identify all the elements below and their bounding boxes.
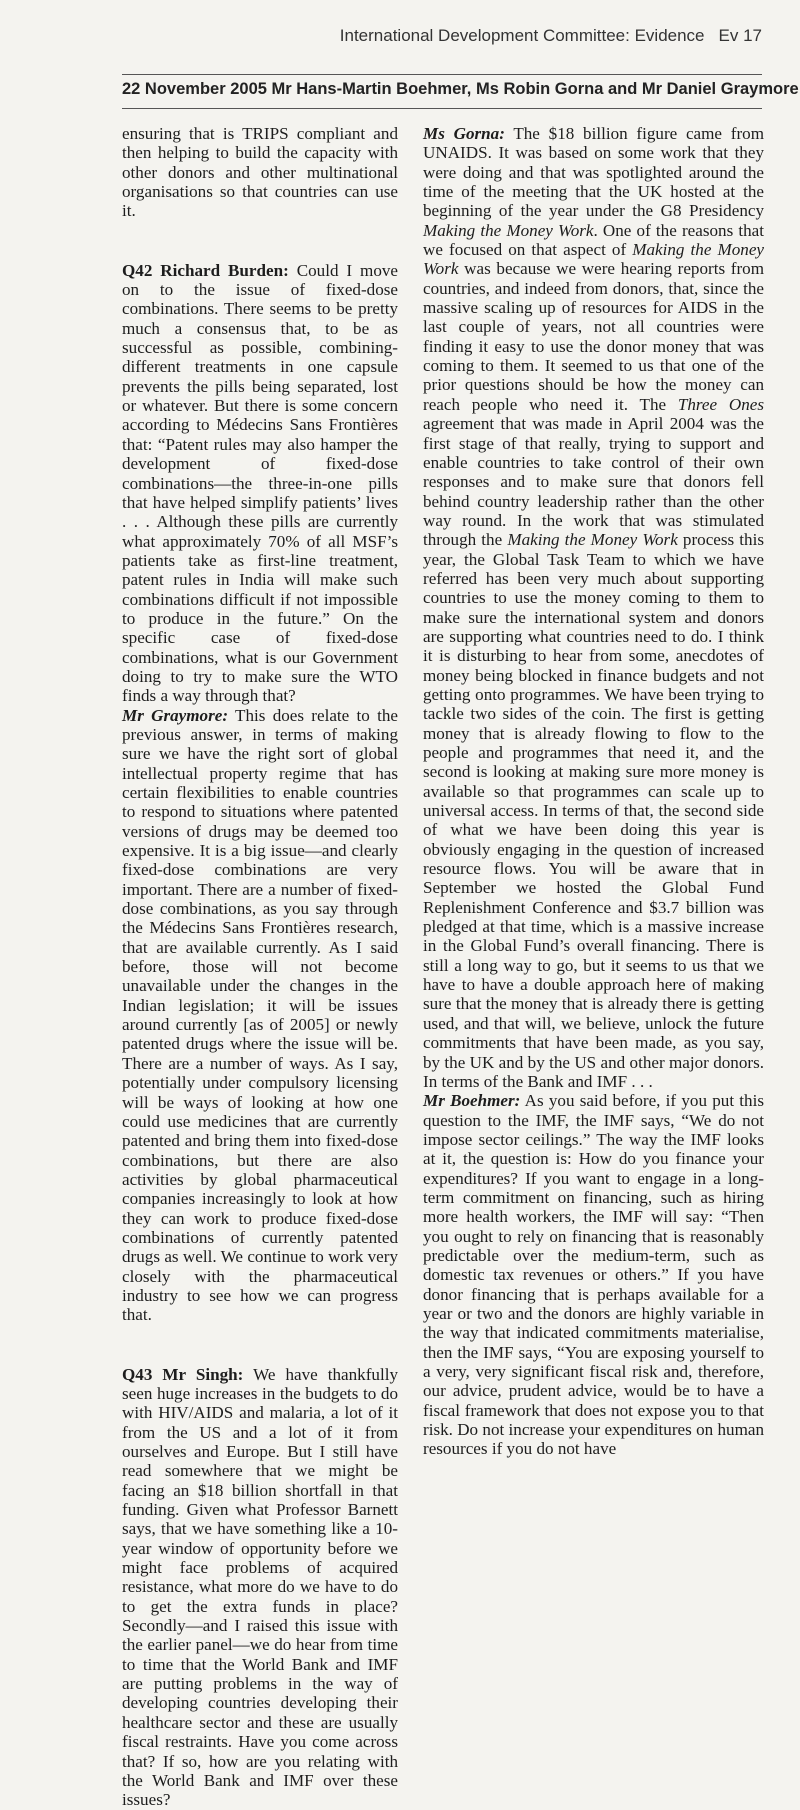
speaker-label: Ms Gorna: — [423, 124, 505, 143]
right-column — [423, 124, 764, 1459]
answer-boehmer — [423, 1091, 764, 1459]
speaker-label: Q42 Richard Burden: — [122, 260, 289, 280]
agreement-title: Three Ones — [677, 394, 764, 414]
report-title: Making the Money Work — [507, 530, 678, 550]
report-title: Making the Money Work — [423, 240, 764, 279]
answer-gorna — [423, 124, 764, 1091]
speaker-label: Mr Boehmer: — [423, 1091, 521, 1111]
question-43 — [122, 1365, 398, 1810]
answer-text: . One of the reasons that we focused on that aspect of — [423, 220, 764, 260]
answer-text: was because we were hearing reports from countries, and indeed from donors, that, since the massive scaling up of resources for AIDS in the last couple of years, not all countries were finding it easy to use the donor money that was coming to them. It seemed to us that one of the prior questions should be how the money can reach people who need it. The — [423, 259, 764, 414]
answer-text: process this year, the Global Task Team to which we have referred has been very much about supporting countries to use the money coming to them to make sure the international system and donors are supporting what countries need to do. I think it is disturbing to hear from some, anecdotes of money being blocked in finance budgets and not getting onto programmes. We have been trying to tackle two sides of the coin. The first is getting money that is already flowing to flow to the people and programmes that need it, and the second is looking at making sure more money is available so that programmes can scale up to universal access. In terms of that, the second side of what we have been doing this year is obviously engaging in the question of increased resource flows. You will be aware that in September we hosted the Global Fund Replenishment Conference and $3.7 billion was pledged at that time, which is a massive increase in the Global Fund’s overall financing. There is still a long way to go, but it seems to us that we have to have a double approach here of making sure that the money that is already there is getting used, and that will, we believe, unlock the future commitments that have been made, as you say, by the UK and by the US and other major donors. In terms of the Bank and IMF . . . — [423, 530, 764, 1091]
answer-text: As you said before, if you put this question to the IMF, the IMF says, “We do not impose sector ceilings.” The way the IMF looks at it, the question is: How do you finance your expenditures? If you want to engage in a long-term commitment on financing, such as hiring more health workers, the IMF will say: “Then you ought to rely on financing that is reasonably predictable over the medium-term, such as domestic tax revenues or others.” If you have donor financing that is perhaps available for a year or two and the donors are highly variable in the way that indicated commitments materialise, then the IMF says, “You are exposing yourself to a very, very significant fiscal risk and, therefore, our advice, prudent advice, would be to have a fiscal framework that does not expose you to that risk. Do not increase your expenditures on human resources if you do not have — [423, 1091, 764, 1459]
report-title: Making the Money Work — [423, 220, 594, 240]
left-column — [122, 124, 398, 1810]
answer-text: The $18 billion figure came from UNAIDS. It was based on some work that they were doing and that was spotlighted around the time of the meeting that the UK hosted at the beginning of the year under the G8 Presidency — [423, 124, 764, 221]
speaker-label: Q43 Mr Singh: — [122, 1364, 244, 1384]
question-text: We have thankfully seen huge increases in the budgets to do with HIV/AIDS and malaria, a lot of it from the US and a lot of it from ourselves and Europe. But I still have read somewhere that we might be facing an $18 billion shortfall in that funding. Given what Professor Barnett says, that we have something like a 10-year window of opportunity before we might face problems of acquired resistance, what more do we have to do to get the extra funds in place? Secondly—and I raised this issue with the earlier panel—we do hear from time to time that the World Bank and IMF are putting problems in the way of developing countries developing their healthcare sector and these are usually fiscal restraints. Have you come across that? If so, how are you relating with the World Bank and IMF over these issues? — [122, 1364, 398, 1810]
committee-title: International Development Committee: Evidence — [339, 26, 705, 45]
paragraph-continuation: ensuring that is TRIPS compliant and then helping to build the capacity with other donors and other multinational organisations so that countries can use it. — [122, 124, 398, 221]
page-number: Ev 17 — [718, 26, 762, 45]
question-42 — [122, 261, 398, 706]
answer-graymore — [122, 706, 398, 1325]
answer-text: This does relate to the previous answer, in terms of making sure we have the right sort of global intellectual property regime that has certain flexibilities to enable countries to respond to situations where patented versions of drugs may be deemed too expensive. It is a big issue—and clearly fixed-dose combinations are very important. There are a number of fixed-dose combinations, as you say through the Médecins Sans Frontières research, that are available currently. As I said before, those will not become unavailable under the changes in the Indian legislation; it will be issues around currently [as of 2005] or newly patented drugs where the issue will be. There are a number of ways. As I say, potentially under compulsory licensing will be ways of looking at how one could use medicines that are currently patented and bring them into fixed-dose combinations, but there are also activities by global pharmaceutical companies increasingly to look at how they can work to produce fixed-dose combinations of currently patented drugs as well. We continue to work very closely with the pharmaceutical industry to see how we can progress that. — [122, 705, 398, 1325]
answer-text: agreement that was made in April 2004 was the first stage of that really, trying to support and enable countries to take control of their own responses and to make sure that donors fell behind country leadership rather than the other way round. In the work that was stimulated through the — [423, 414, 764, 550]
top-rule — [122, 74, 762, 75]
bottom-rule — [122, 108, 762, 109]
session-witnesses: 22 November 2005 Mr Hans-Martin Boehmer, Ms Robin Gorna and Mr Daniel Graymore — [122, 80, 799, 98]
running-head — [340, 26, 762, 46]
speaker-label: Mr Graymore: — [122, 705, 229, 725]
question-text: Could I move on to the issue of fixed-dose combinations. There seems to be pretty much a consensus that, to be as successful as possible, combining- different treatments in one capsule prevents the pills being separated, lost or whatever. But there is some concern according to Médecins Sans Frontières that: “Patent rules may also hamper the development of fixed-dose combinations—the three-in-one pills that have helped simplify patients’ lives . . . Although these pills are currently what approximately 70% of all MSF’s patients take as first-line treatment, patent rules in India will make such combinations difficult if not impossible to produce in the future.” On the specific case of fixed-dose combinations, what is our Government doing to try to make sure the WTO finds a way through that? — [122, 260, 399, 706]
